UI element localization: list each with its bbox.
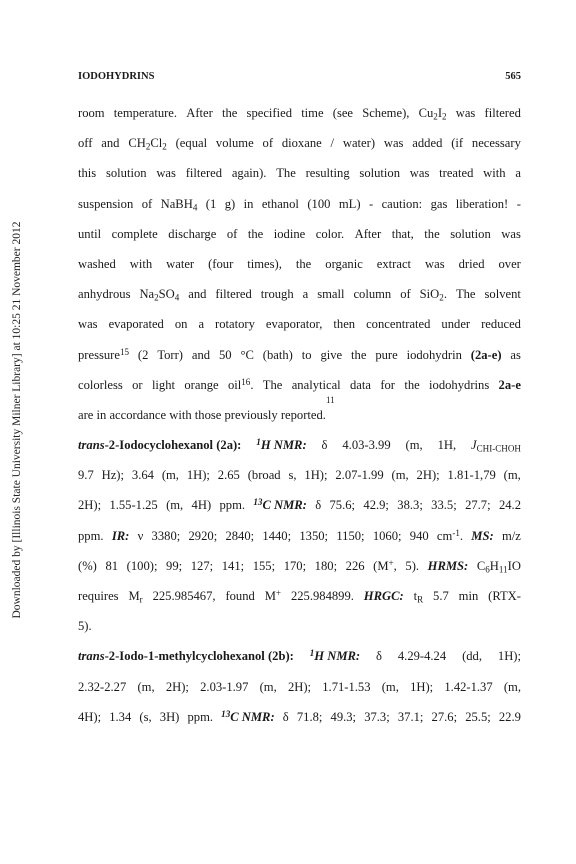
- text-word: m/z: [501, 528, 521, 543]
- text-word: iodine: [273, 226, 306, 241]
- text-line: [78, 128, 521, 158]
- text-word: discharge: [168, 226, 217, 241]
- text-word: was: [409, 166, 430, 181]
- text-word: After: [354, 226, 382, 241]
- text-word: -2-Iodo-1-methylcyclohexanol (2b):: [104, 649, 294, 664]
- text-word: 99;: [166, 558, 183, 573]
- sodium-sulfate-formula: [139, 279, 179, 309]
- text-word: filtered: [185, 166, 223, 181]
- text-line: [78, 249, 521, 279]
- text-word: 50: [218, 347, 232, 362]
- text-word: (m,: [503, 679, 521, 694]
- text-word: 5).: [78, 619, 92, 634]
- text-line: [78, 370, 521, 400]
- text-word: 1H);: [497, 649, 521, 664]
- text-word: CHI-CHOH: [476, 443, 521, 454]
- text-word: The: [262, 377, 283, 392]
- text-word: ppm.: [219, 498, 246, 513]
- text-word: 11: [498, 564, 508, 575]
- text-word: C NMR:: [262, 498, 307, 513]
- text-word: water): [342, 136, 376, 151]
- text-word: The: [455, 287, 476, 302]
- text-word: 1.81-1,79: [447, 468, 496, 483]
- text-word: 1H);: [410, 679, 434, 694]
- text-word: (RTX-: [488, 589, 521, 603]
- text-word: 3H): [159, 709, 180, 724]
- text-word: suspension: [78, 196, 134, 211]
- text-word: r: [139, 594, 143, 605]
- text-word: 2: [145, 141, 151, 152]
- text-word: +: [275, 587, 282, 598]
- text-word: 3380;: [151, 528, 181, 543]
- text-word: 1.71-1.53: [322, 679, 371, 694]
- text-line: [78, 219, 521, 249]
- text-word: the: [247, 226, 264, 241]
- text-word: dioxane: [281, 136, 322, 151]
- text-word: was: [501, 226, 521, 241]
- text-word: reduced: [481, 317, 521, 332]
- reference-mark: 11: [325, 394, 335, 405]
- text-word: 37.3;: [364, 709, 390, 724]
- text-word: .: [443, 287, 447, 302]
- dichloromethane-formula: [128, 128, 166, 158]
- text-word: 2: [162, 141, 167, 152]
- text-word: 4.29-4.24: [397, 649, 447, 664]
- text-word: Na: [139, 287, 155, 302]
- text-word: extract: [376, 256, 412, 271]
- text-word: on: [174, 317, 188, 332]
- text-word: M: [128, 589, 140, 603]
- text-word: under: [441, 317, 471, 332]
- text-word: 155;: [252, 558, 276, 573]
- text-word: 2H);: [165, 679, 189, 694]
- text-word: was: [383, 136, 404, 151]
- text-word: 180;: [314, 558, 338, 573]
- text-word: I: [437, 106, 443, 120]
- text-word: (1: [205, 196, 217, 211]
- text-word: specified: [246, 106, 293, 120]
- text-word: concentrated: [366, 317, 431, 332]
- text-word: .: [459, 528, 464, 543]
- text-word: 1.34: [109, 709, 132, 724]
- text-word: 75.6;: [329, 498, 356, 513]
- text-word: 4: [174, 292, 180, 303]
- text-word: δ: [315, 498, 322, 513]
- text-word: (four: [208, 256, 234, 271]
- text-word: trans: [78, 438, 105, 453]
- text-word: 1.42-1.37: [444, 679, 493, 694]
- text-word: 1.55-1.25: [109, 498, 158, 513]
- text-word: (s,: [139, 709, 152, 724]
- text-word: the: [221, 106, 238, 120]
- text-word: -: [368, 196, 374, 211]
- download-watermark-text: Downloaded by [Illinois State University Milner Library] at 10:25 21 November 2012: [11, 221, 23, 619]
- text-word: necessary: [471, 136, 521, 151]
- text-word: 4H): [191, 498, 212, 513]
- text-word: 1: [256, 436, 261, 447]
- text-word: 81: [105, 558, 119, 573]
- text-word: 2: [433, 111, 438, 122]
- text-word: (m,: [166, 498, 184, 513]
- text-word: Cu: [418, 106, 434, 120]
- text-word: After: [186, 106, 213, 120]
- text-word: time: [301, 106, 324, 120]
- text-word: until: [78, 226, 102, 241]
- text-line: [78, 158, 521, 188]
- text-word: 37.1;: [397, 709, 424, 724]
- text-word: (dd,: [462, 649, 482, 664]
- text-line: [78, 340, 521, 370]
- text-word: rotatory: [215, 317, 255, 332]
- text-word: -: [516, 196, 521, 211]
- text-word: 2: [439, 292, 444, 303]
- running-header: [78, 71, 521, 82]
- text-word: the: [404, 377, 420, 392]
- text-word: off: [78, 136, 93, 151]
- text-word: 3.64: [131, 468, 154, 483]
- text-word: as: [510, 347, 521, 362]
- text-word: solution: [359, 166, 401, 181]
- molecular-formula: [477, 551, 521, 581]
- text-word: filtered: [215, 287, 252, 302]
- text-word: (%): [78, 558, 97, 573]
- text-word: evaporated: [108, 317, 164, 332]
- text-word: H NMR:: [260, 438, 307, 453]
- text-word: complete: [111, 226, 158, 241]
- text-word: δ: [282, 709, 289, 724]
- compound-entry-2b: [78, 641, 521, 671]
- text-word: HRGC:: [363, 589, 404, 603]
- text-word: (m,: [503, 468, 521, 483]
- text-word: 27.7;: [465, 498, 491, 513]
- text-word: the: [424, 226, 440, 241]
- text-word: 2H);: [287, 679, 312, 694]
- copper-iodide-formula: [419, 98, 447, 128]
- text-word: 38.3;: [397, 498, 423, 513]
- body-text: [78, 98, 521, 732]
- text-word: +: [388, 557, 394, 568]
- compound-name: [78, 641, 294, 671]
- text-word: 4H);: [78, 709, 102, 724]
- text-word: s,: [288, 468, 297, 483]
- text-word: this: [78, 166, 97, 181]
- text-word: gas: [430, 196, 448, 211]
- download-watermark: [8, 150, 26, 690]
- text-word: (m,: [259, 679, 277, 694]
- text-word: 71.8;: [296, 709, 323, 724]
- text-word: pressure: [78, 347, 120, 362]
- text-word: organic: [325, 256, 363, 271]
- text-word: 13: [253, 497, 263, 508]
- text-word: was: [425, 256, 445, 271]
- text-word: (m,: [161, 468, 179, 483]
- text-word: resulting: [305, 166, 350, 181]
- page-number: 565: [505, 71, 521, 82]
- text-word: (if: [451, 136, 464, 151]
- text-line: [78, 611, 521, 641]
- text-line: [78, 189, 521, 219]
- text-word: a: [198, 317, 205, 332]
- text-word: IO: [507, 558, 521, 573]
- text-line: [78, 702, 521, 732]
- text-word: °C: [240, 347, 254, 362]
- text-word: 2.03-1.97: [200, 679, 249, 694]
- text-word: 226: [345, 558, 365, 573]
- text-word: HRMS:: [427, 558, 469, 573]
- text-word: 2: [442, 111, 447, 122]
- text-word: was: [455, 106, 476, 120]
- text-word: 24.2: [498, 498, 521, 513]
- text-word: 2.07-1.99: [335, 468, 384, 483]
- text-word: water: [166, 256, 195, 271]
- text-word: evaporator,: [265, 317, 323, 332]
- text-word: -2-Iodocyclohexanol (2a):: [104, 438, 242, 453]
- text-word: found: [225, 589, 255, 603]
- text-word: cm: [436, 528, 453, 543]
- text-word: 4.03-3.99: [342, 438, 391, 453]
- text-word: MS:: [471, 528, 494, 543]
- text-line: [78, 521, 521, 551]
- text-word: 25.5;: [465, 709, 491, 724]
- reference-mark: 15: [119, 346, 130, 357]
- compound-label: 2a-e: [498, 377, 521, 392]
- text-word: (2: [137, 347, 149, 362]
- text-word: Hz);: [101, 468, 125, 483]
- text-word: solution: [450, 226, 491, 241]
- text-word: R: [417, 594, 424, 605]
- text-word: light: [151, 377, 176, 392]
- text-word: 5).: [405, 558, 420, 573]
- text-word: C NMR:: [230, 709, 275, 724]
- text-line: [78, 279, 521, 309]
- text-word: a: [515, 166, 521, 181]
- text-word: oil: [227, 377, 242, 392]
- text-word: 33.5;: [431, 498, 457, 513]
- text-word: 22.9: [498, 709, 521, 724]
- text-word: analytical: [291, 377, 341, 392]
- text-word: 141;: [221, 558, 245, 573]
- text-word: 1: [309, 648, 315, 659]
- text-line: [78, 490, 521, 520]
- text-word: colorless: [78, 377, 123, 392]
- text-word: treated: [439, 166, 474, 181]
- text-word: times),: [247, 256, 282, 271]
- text-word: 1150;: [336, 528, 365, 543]
- text-word: liberation!: [455, 196, 509, 211]
- text-word: to: [301, 347, 312, 362]
- text-word: .: [250, 377, 254, 392]
- text-word: 42.9;: [363, 498, 389, 513]
- text-word: orange: [184, 377, 219, 392]
- text-line: [78, 672, 521, 702]
- text-word: solvent: [484, 287, 521, 302]
- text-word: of: [226, 226, 238, 241]
- text-word: M: [264, 589, 276, 603]
- text-word: (M: [373, 558, 389, 573]
- text-word: (see: [332, 106, 354, 120]
- text-word: anhydrous: [78, 287, 131, 302]
- text-word: ,: [393, 558, 397, 573]
- text-word: trans: [78, 649, 105, 664]
- text-word: 9.7: [78, 468, 94, 483]
- text-word: J: [471, 438, 477, 453]
- text-word: that,: [391, 226, 414, 241]
- text-word: 1H);: [186, 468, 210, 483]
- text-word: 13: [221, 708, 231, 719]
- text-word: (m,: [137, 679, 155, 694]
- text-word: (equal: [175, 136, 208, 151]
- text-word: 127;: [190, 558, 214, 573]
- text-word: H: [489, 558, 499, 573]
- text-word: washed: [78, 256, 116, 271]
- text-word: 2840;: [225, 528, 255, 543]
- text-word: iodohydrins: [429, 377, 490, 392]
- text-word: and: [188, 287, 207, 302]
- text-word: (100: [307, 196, 331, 211]
- text-word: 49.3;: [330, 709, 357, 724]
- text-word: H NMR:: [314, 649, 361, 664]
- text-word: 1H,: [437, 438, 457, 453]
- silica-formula: [420, 279, 447, 309]
- text-word: g): [224, 196, 236, 211]
- text-word: requires: [78, 589, 119, 603]
- text-word: caution:: [381, 196, 423, 211]
- text-word: 1H);: [304, 468, 328, 483]
- text-word: 6: [485, 564, 490, 575]
- text-word: the: [295, 256, 312, 271]
- text-word: 1060;: [372, 528, 402, 543]
- text-word: /: [330, 136, 335, 151]
- text-word: iodohydrin: [406, 347, 462, 362]
- text-word: dried: [458, 256, 485, 271]
- text-word: pure: [375, 347, 398, 362]
- text-word: 2H);: [78, 498, 102, 513]
- text-word: 2.65: [217, 468, 240, 483]
- text-word: then: [333, 317, 356, 332]
- compound-entry-2a: [78, 430, 521, 460]
- text-word: δ: [321, 438, 328, 453]
- text-word: 27.6;: [431, 709, 458, 724]
- text-word: with: [483, 166, 506, 181]
- text-word: 2920;: [188, 528, 218, 543]
- text-word: added: [412, 136, 443, 151]
- text-line: [78, 98, 521, 128]
- sodium-borohydride-formula: [161, 189, 198, 219]
- text-word: of: [141, 196, 153, 211]
- text-word: was: [78, 317, 98, 332]
- text-word: NaBH: [160, 196, 193, 211]
- text-line: [78, 581, 521, 611]
- text-line: [78, 460, 521, 490]
- text-word: ethanol: [261, 196, 299, 211]
- text-word: ppm.: [187, 709, 214, 724]
- text-word: and: [191, 347, 211, 362]
- text-word: 1440;: [262, 528, 292, 543]
- text-word: 4: [192, 201, 198, 212]
- text-word: 225.984899.: [290, 589, 354, 603]
- text-word: 5.7: [433, 589, 449, 603]
- text-word: t: [413, 589, 418, 603]
- text-word: give: [320, 347, 343, 362]
- text-word: (m,: [381, 679, 399, 694]
- text-word: 940: [409, 528, 429, 543]
- text-word: SiO: [419, 287, 440, 302]
- text-word: again).: [231, 166, 267, 181]
- text-word: 2.32-2.27: [78, 679, 127, 694]
- text-word: 225.985467,: [152, 589, 216, 603]
- text-word: ν: [137, 528, 144, 543]
- text-line: [78, 551, 521, 581]
- text-word: mL): [338, 196, 361, 211]
- text-word: room: [78, 106, 105, 120]
- text-word: temperature.: [113, 106, 178, 120]
- text-word: trough: [260, 287, 294, 302]
- text-word: volume: [215, 136, 254, 151]
- text-word: 2: [154, 292, 159, 303]
- running-title: IODOHYDRINS: [78, 71, 155, 82]
- text-word: of: [262, 136, 274, 151]
- text-word: 2H);: [416, 468, 440, 483]
- text-word: filtered: [484, 106, 521, 120]
- text-word: for: [380, 377, 395, 392]
- text-word: over: [498, 256, 521, 271]
- text-word: color.: [315, 226, 345, 241]
- text-word: The: [276, 166, 296, 181]
- text-word: with: [129, 256, 153, 271]
- text-word: was: [156, 166, 176, 181]
- text-word: CH: [128, 136, 146, 151]
- text-word: SO: [158, 287, 175, 302]
- text-word: -1: [452, 527, 460, 538]
- text-word: Torr): [157, 347, 184, 362]
- text-word: Scheme),: [362, 106, 410, 120]
- text-word: the: [351, 347, 367, 362]
- text-word: 170;: [283, 558, 307, 573]
- text-word: in: [243, 196, 254, 211]
- text-word: min: [458, 589, 479, 603]
- text-word: 1350;: [299, 528, 329, 543]
- text-word: or: [132, 377, 143, 392]
- text-word: a: [302, 287, 309, 302]
- text-word: (100);: [126, 558, 158, 573]
- text-word: are in accordance with those previously reported.: [78, 407, 326, 422]
- text-word: of: [400, 287, 411, 302]
- reference-mark: 16: [241, 376, 251, 387]
- text-word: δ: [376, 649, 382, 664]
- text-word: IR:: [111, 528, 130, 543]
- text-word: (broad: [247, 468, 281, 483]
- text-word: Cl: [150, 136, 163, 151]
- compound-name: [78, 430, 241, 460]
- text-word: data: [350, 377, 371, 392]
- text-word: (bath): [262, 347, 293, 362]
- text-word: solution: [105, 166, 147, 181]
- text-word: (m,: [391, 468, 409, 483]
- compound-label: (2a-e): [470, 347, 502, 362]
- text-line: [78, 309, 521, 339]
- text-line: [78, 394, 521, 430]
- text-word: small: [317, 287, 345, 302]
- text-word: ppm.: [78, 528, 104, 543]
- text-word: (m,: [405, 438, 423, 453]
- text-word: and: [101, 136, 120, 151]
- text-word: C: [476, 558, 486, 573]
- text-word: column: [353, 287, 392, 302]
